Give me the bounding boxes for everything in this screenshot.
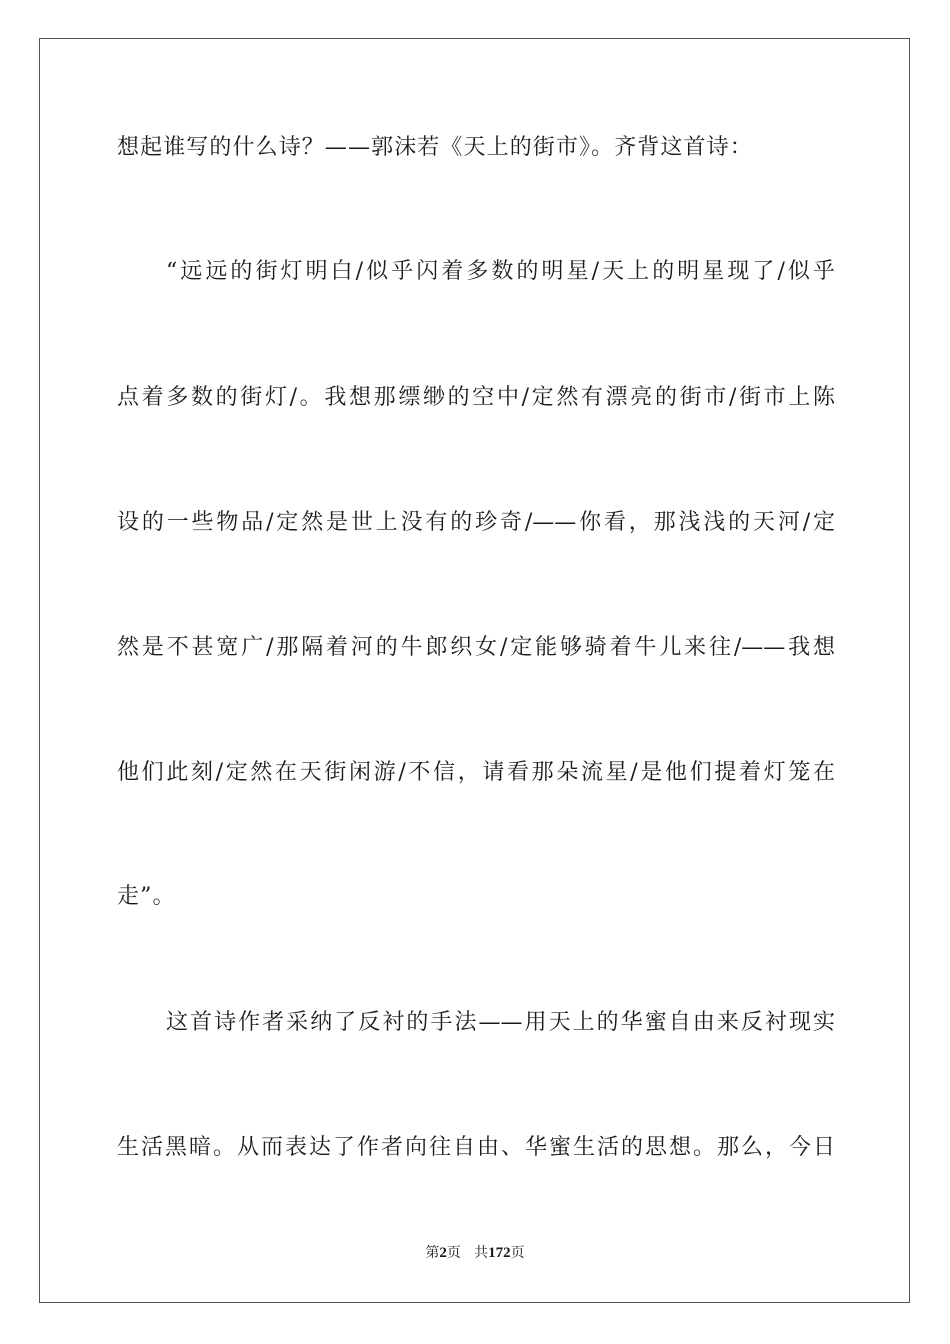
footer-page-suffix: 页 — [446, 1245, 461, 1261]
text-line-3: 点着多数的街灯/。我想那缥缈的空中/定然有漂亮的街市/街市上陈 — [117, 385, 835, 410]
footer-page-prefix: 第 — [425, 1245, 440, 1261]
text-line-5: 然是不甚宽广/那隔着河的牛郎织女/定能够骑着牛儿来往/——我想 — [117, 635, 835, 660]
text-line-9: 生活黑暗。从而表达了作者向往自由、华蜜生活的思想。那么，今日 — [117, 1135, 835, 1160]
footer-page-number: 2 — [439, 1245, 447, 1261]
text-line-2: “远远的街灯明白/似乎闪着多数的明星/天上的明星现了/似乎 — [166, 259, 835, 284]
footer-total-prefix: 共 — [474, 1245, 489, 1261]
text-line-4: 设的一些物品/定然是世上没有的珍奇/——你看，那浅浅的天河/定 — [117, 510, 835, 535]
page-border — [39, 38, 910, 1303]
text-line-7: 走”。 — [117, 884, 176, 909]
footer-total-pages: 172 — [488, 1245, 511, 1261]
text-line-8: 这首诗作者采纳了反衬的手法——用天上的华蜜自由来反衬现实 — [166, 1010, 835, 1035]
text-line-1: 想起谁写的什么诗？——郭沫若《天上的街市》。齐背这首诗： — [117, 135, 753, 160]
page-footer — [0, 1244, 950, 1262]
footer-total-suffix: 页 — [510, 1245, 525, 1261]
text-line-6: 他们此刻/定然在天街闲游/不信，请看那朵流星/是他们提着灯笼在 — [117, 760, 835, 785]
